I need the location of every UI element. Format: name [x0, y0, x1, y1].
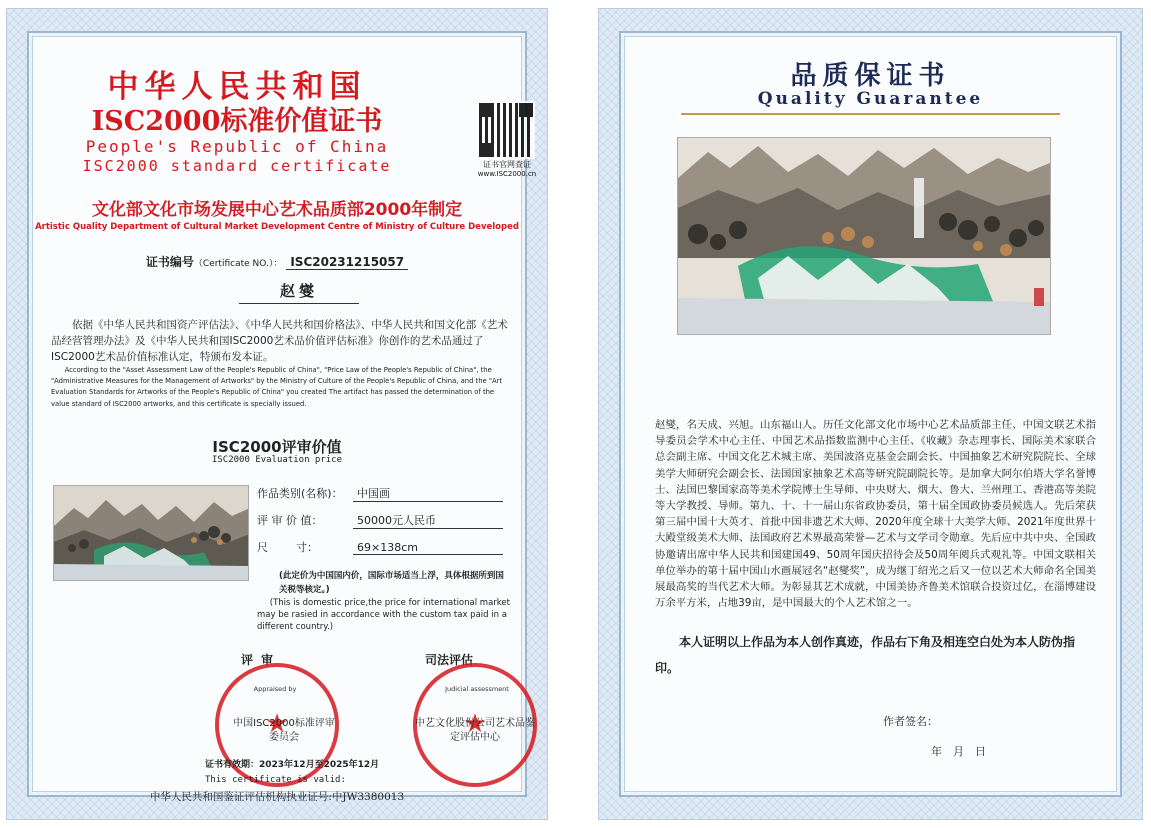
artwork-image	[677, 137, 1051, 335]
certificate-title-isc: ISC2000标准价值证书	[91, 106, 383, 137]
certificate-title-cn: 中华人民共和国	[107, 69, 367, 105]
title-divider	[681, 113, 1060, 115]
certificate-title-en-2: ISC2000 standard certificate	[82, 157, 392, 175]
license-number: 中华人民共和国鉴证评估机构执业证号:中JW3380013	[149, 791, 405, 803]
certificate-number-label: 证书编号	[145, 255, 194, 269]
judicial-label: 司法评估	[425, 653, 474, 667]
guarantee-title-en: Quality Guarantee	[757, 89, 984, 109]
judicial-organization: 中艺文化股份公司艺术品鉴定评估中心	[415, 718, 535, 743]
department-en: Artistic Quality Department of Cultural Market Development Centre of Ministry of Culture Developed	[35, 222, 519, 232]
judicial-assessment-label: Judicial assessment	[445, 685, 509, 693]
price-note-cn: (此定价为中国国内价，国际市场适当上浮，具体根据所到国关税等核定。)	[279, 571, 504, 595]
guarantee-page	[598, 8, 1143, 820]
certificate-page	[6, 8, 548, 820]
landscape-painting-thumbnail	[54, 486, 249, 581]
field-category-label: 作品类别(名称)：	[257, 487, 343, 500]
artist-name: 赵燮	[239, 280, 359, 304]
field-size	[257, 539, 503, 555]
certificate-title-en-1: People's Republic of China	[85, 137, 389, 156]
landscape-painting	[678, 138, 1051, 335]
certificate-inner	[27, 31, 537, 803]
evaluation-title-en: ISC2000 Evaluation price	[211, 455, 343, 465]
field-value-label: 评 审 价 值：	[257, 514, 323, 527]
department-cn: 文化部文化市场发展中心艺术品质部2000年制定	[91, 200, 463, 220]
validity-cn: 证书有效期：2023年12月至2025年12月	[205, 760, 380, 770]
field-category-value: 中国画	[353, 485, 503, 502]
appraised-by-label: Appraised by	[253, 685, 297, 693]
author-signature-label: 作者签名：	[883, 715, 938, 728]
price-note-en: (This is domestic price,the price for international market may be rasied in accordance with the custom tax paid in a different country.)	[257, 598, 510, 632]
qr-caption-url: www.ISC2000.cn	[477, 170, 537, 178]
field-value	[257, 512, 503, 529]
legal-basis-cn: 依据《中华人民共和国资产评估法》、《中华人民共和国价格法》、中华人民共和国文化部《艺术品经营管理办法》及《中华人民共和国ISC2000艺术品价值评估标准》你创作的艺术品通过了ISC2000艺术品价值标准认定，特颁布发本证。	[51, 319, 508, 363]
field-value-value: 50000元人民币	[353, 512, 503, 529]
certificate-number-row	[29, 253, 525, 270]
field-size-value: 69×138cm	[353, 541, 503, 555]
qr-code-icon	[479, 103, 533, 157]
field-size-label: 尺 寸：	[257, 541, 318, 554]
date-label: 年 月 日	[931, 745, 986, 758]
certificate-number: ISC20231215057	[286, 255, 408, 270]
guarantee-inner	[619, 31, 1122, 797]
authenticity-declaration: 本人证明以上作品为本人创作真迹，作品右下角及相连空白处为本人防伪指印。	[655, 635, 1076, 675]
artwork-thumbnail	[53, 485, 249, 581]
field-category	[257, 485, 503, 502]
artist-biography: 赵燮，名天成、兴旭。山东福山人。历任文化部文化市场中心艺术品质部主任、中国文联艺术指导委员会学术中心主任、中国艺术品指数监测中心主任、《收藏》杂志理事长、国际美术家联合总会副主席、中国文化艺术城主席、美国波洛克基金会副会长、中国抽象艺术研究院院长、全球美学大师研究会副会长、法国国家抽象艺术高等研究院副院长等。是加拿大阿尔伯塔大学名誉博士、法国巴黎国家高等美术学院博士生导师、中央财大、烟大、鲁大、兰州理工、香港高等美院等大学教授、导师。第九、十、十一届山东省政协委员，第十届全国政协委员候选人。先后荣获第三届中国十大英才、首批中国非遗艺术大师、2020年度全球十大美学大师、2021年度世界十大殿堂级美术大师、法国政府艺术界最高荣誉—艺术与文学司令勋章。先后应中共中央、全国政协邀请出席中华人民共和国建国49、50周年国庆招待会及50周年阅兵式观礼等。中国文联相关单位举办的第十届中国山水画展冠名“赵燮奖”，成为继丁绍光之后又一位以艺术大师命名全国美展最高奖的当代艺术大师。为彰显其艺术成就，中国美协齐鲁美术馆联合投资过亿，在淄博建设万余平方米，占地39亩，是中国最大的个人艺术馆之一。	[655, 419, 1096, 610]
legal-basis-en: According to the "Asset Assessment Law of the People's Republic of China", "Price Law of the People's Republic of China", the "Administrative Measures for the Management of Artworks" by the Ministry of Culture of the People's Republic of China, and the "Art Evaluation Standards for Artworks of the People's Republic of China" you created The artifact has passed the determination of the value standard of ISC2000 artworks, and this certificate is specially issued.	[51, 366, 503, 408]
certificate-number-label-en: （Certificate NO.）：	[193, 259, 283, 269]
validity-en: This certificate is valid:	[205, 775, 346, 785]
guarantee-title-cn: 品质保证书	[790, 61, 951, 91]
review-organization: 中国ISC2000标准评审委员会	[233, 718, 335, 743]
qr-caption-cn: 证书官网查证	[483, 160, 531, 169]
evaluation-title-cn: ISC2000评审价值	[212, 438, 342, 456]
review-label: 评审	[241, 653, 282, 667]
